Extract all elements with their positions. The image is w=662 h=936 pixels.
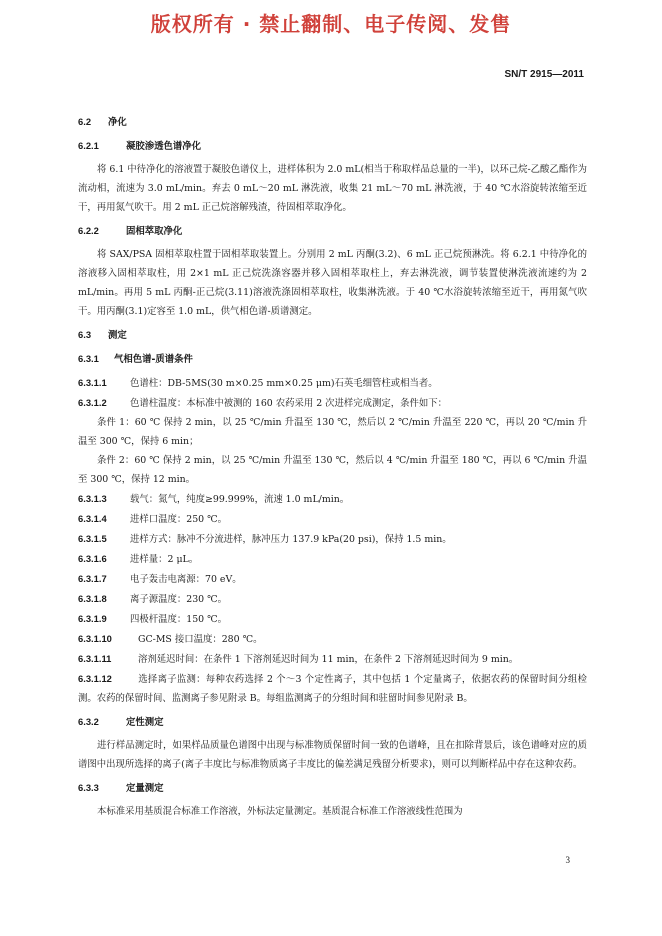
paragraph-6-3-2: 进行样品测定时，如果样品质量色谱图中出现与标准物质保留时间一致的色谱峰，且在扣除背景后，该色谱峰对应的质谱图中出现所选择的离子(离子丰度比与标准物质离子丰度比的偏差满足残留分析要求)，则可以判断样品中存在这种农药。	[78, 740, 587, 770]
heading-6-3-3: 6.3.3 定量测定	[78, 782, 164, 794]
item-6-3-1-8: 6.3.1.8 离子源温度：230 ℃。	[78, 593, 227, 605]
item-6-3-1-11: 6.3.1.11 溶剂延迟时间：在条件 1 下溶剂延迟时间为 11 min，在条件 2 下溶剂延迟时间为 9 min。	[78, 653, 519, 665]
item-6-3-1-12: 6.3.1.12 选择离子监测：每种农药选择 2 个～3 个定性离子，其中包括 1 个定量离子，依据农药的保留时间分组检测。农药的保留时间、监测离子参见附录 B。每组监测离子的分组时间和驻留时间参见附录 B。	[78, 673, 587, 704]
condition-2: 条件 2：60 ℃ 保持 2 min，以 25 ℃/min 升温至 130 ℃，然后以 4 ℃/min 升温至 180 ℃，再以 6 ℃/min 升温至 300 ℃，保持 12 min。	[78, 455, 587, 485]
item-6-3-1-2: 6.3.1.2 色谱柱温度：本标准中被测的 160 农药采用 2 次进样完成测定，条件如下：	[78, 397, 448, 409]
item-6-3-1-4: 6.3.1.4 进样口温度：250 ℃。	[78, 513, 227, 525]
item-6-3-1-3: 6.3.1.3 载气：氮气，纯度≥99.999%，流速 1.0 mL/min。	[78, 493, 350, 505]
condition-1: 条件 1：60 ℃ 保持 2 min，以 25 ℃/min 升温至 130 ℃，然后以 2 ℃/min 升温至 220 ℃，再以 20 ℃/min 升温至 300 ℃，保持 6 min；	[78, 417, 587, 447]
heading-6-3-2: 6.3.2 定性测定	[78, 716, 164, 728]
item-6-3-1-7: 6.3.1.7 电子轰击电离源：70 eV。	[78, 573, 242, 585]
document-body	[78, 108, 587, 821]
heading-6-2-1: 6.2.1 凝胶渗透色谱净化	[78, 140, 202, 152]
standard-number: SN/T 2915—2011	[504, 69, 584, 80]
item-6-3-1-5: 6.3.1.5 进样方式：脉冲不分流进样，脉冲压力 137.9 kPa(20 psi)，保持 1.5 min。	[78, 533, 452, 545]
item-6-3-1-10: 6.3.1.10 GC-MS 接口温度：280 ℃。	[78, 633, 263, 645]
paragraph-6-2-1: 将 6.1 中待净化的溶液置于凝胶色谱仪上，进样体积为 2.0 mL(相当于称取样品总量的一半)，以环己烷-乙酸乙酯作为流动相，流速为 3.0 mL/min。弃去 0 mL～20 mL 淋洗液，收集 21 mL～70 mL 淋洗液，于 40 ℃水浴旋转浓缩至近干，再用氮气吹干。用 2 mL 正己烷溶解残渣，待固相萃取净化。	[78, 164, 587, 213]
item-6-3-1-6: 6.3.1.6 进样量：2 μL。	[78, 553, 199, 565]
paragraph-6-3-3: 本标准采用基质混合标准工作溶液，外标法定量测定。基质混合标准工作溶液线性范围为	[97, 806, 463, 817]
heading-6-3-1: 6.3.1 气相色谱-质谱条件	[78, 353, 193, 365]
paragraph-6-2-2: 将 SAX/PSA 固相萃取柱置于固相萃取装置上。分别用 2 mL 丙酮(3.2)、6 mL 正己烷预淋洗。将 6.2.1 中待净化的溶液移入固相萃取柱，用 2×1 mL 正己烷洗涤容器并移入固相萃取柱上，弃去淋洗液，调节装置使淋洗液流速约为 2 mL/min。再用 5 mL 丙酮-正己烷(3.11)溶液洗涤固相萃取柱，收集淋洗液。于 40 ℃水浴旋转浓缩至近干，再用氮气吹干。用丙酮(3.1)定容至 1.0 mL，供气相色谱-质谱测定。	[78, 249, 587, 317]
heading-6-2: 6.2 净化	[78, 116, 127, 128]
page-number: 3	[565, 855, 570, 865]
copyright-watermark: 版权所有 · 禁止翻制、电子传阅、发售	[150, 12, 512, 36]
heading-6-3: 6.3 测定	[78, 329, 127, 341]
item-6-3-1-9: 6.3.1.9 四极杆温度：150 ℃。	[78, 613, 227, 625]
item-6-3-1-1: 6.3.1.1 色谱柱：DB-5MS(30 m×0.25 mm×0.25 μm)石英毛细管柱或相当者。	[78, 377, 438, 389]
heading-6-2-2: 6.2.2 固相萃取净化	[78, 225, 183, 237]
